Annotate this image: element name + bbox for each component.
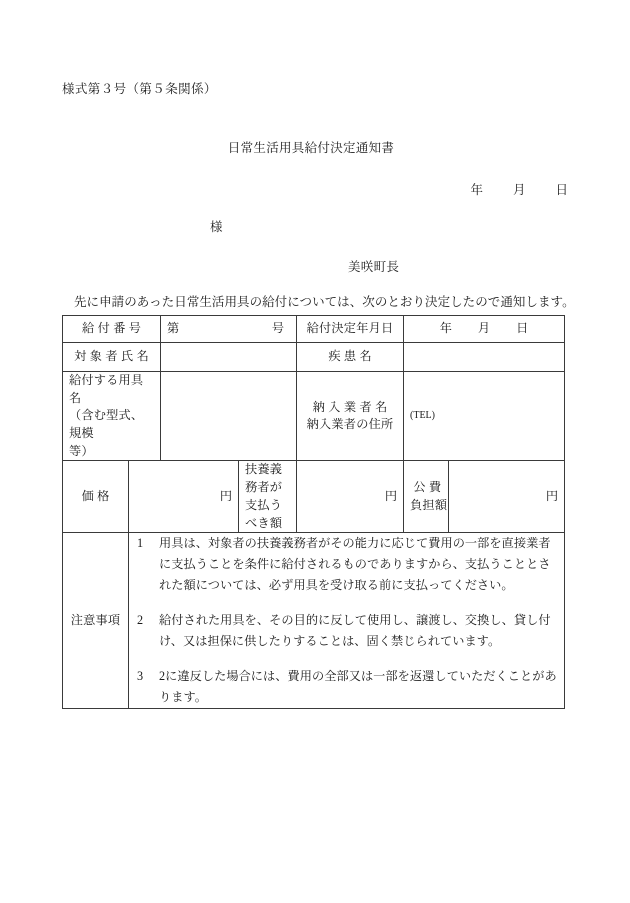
price-field[interactable] bbox=[129, 461, 239, 533]
decision-date-month-label: 月 bbox=[477, 321, 491, 336]
benefit-decision-table bbox=[62, 315, 565, 709]
issue-date-month-label: 月 bbox=[512, 183, 526, 197]
recipient-name-field[interactable] bbox=[161, 343, 297, 372]
price-unit: 円 bbox=[219, 488, 232, 503]
price-label: 価格 bbox=[63, 461, 129, 533]
note-number: 2 bbox=[137, 613, 144, 628]
equipment-name-field[interactable] bbox=[161, 372, 297, 461]
issue-date-year-label: 年 bbox=[470, 183, 483, 197]
equipment-name-label-line2: （含む型式、規模 bbox=[69, 408, 144, 441]
decision-date-field[interactable] bbox=[404, 316, 565, 343]
disease-name-label: 疾患名 bbox=[297, 343, 404, 372]
supporter-amount-label bbox=[239, 461, 297, 533]
public-amount-label bbox=[404, 461, 449, 533]
table-row bbox=[63, 316, 565, 343]
equipment-name-label-line1: 給付する用具名 bbox=[69, 373, 144, 405]
note-item bbox=[135, 666, 558, 708]
benefit-number-field[interactable] bbox=[161, 316, 297, 343]
issue-date-line bbox=[470, 180, 568, 198]
table-row bbox=[63, 343, 565, 372]
note-number: 3 bbox=[137, 669, 144, 684]
table-row bbox=[63, 372, 565, 461]
benefit-number-label: 給付番号 bbox=[63, 316, 161, 343]
supplier-label bbox=[297, 372, 404, 461]
recipient-name-label: 対象者氏名 bbox=[63, 343, 161, 372]
benefit-number-prefix: 第 bbox=[167, 321, 180, 336]
addressee-honorific: 様 bbox=[210, 220, 223, 234]
decision-date-label: 給付決定年月日 bbox=[297, 316, 404, 343]
table-row bbox=[63, 461, 565, 533]
table-row bbox=[63, 533, 565, 709]
note-text: 2に違反した場合には、費用の全部又は一部を返還していただくことがあります。 bbox=[159, 669, 557, 705]
disease-name-field[interactable] bbox=[404, 343, 565, 372]
note-text: 用具は、対象者の扶養義務者がその能力に応じて費用の一部を直接業者に支払うことを条件に給付されるものでありますから、支払うこととされた額については、必ず用具を受け取る前に支払ってください。 bbox=[159, 536, 551, 593]
benefit-number-suffix: 号 bbox=[271, 321, 284, 336]
public-amount-label-line1: 公費 bbox=[413, 480, 445, 495]
supplier-name-label: 納入業者名 bbox=[312, 399, 391, 414]
supplier-address-label: 納入業者の住所 bbox=[306, 417, 394, 432]
supporter-amount-field[interactable] bbox=[297, 461, 404, 533]
note-text: 給付された用具を、その目的に反して使用し、譲渡し、交換し、貸し付け、又は担保に供したりすることは、固く禁じられています。 bbox=[159, 613, 551, 649]
supporter-amount-label-line1: 扶養義務者が bbox=[245, 462, 283, 495]
public-amount-field[interactable] bbox=[449, 461, 565, 533]
notes-label: 注意事項 bbox=[63, 533, 129, 709]
supplier-tel-label: (TEL) bbox=[410, 409, 435, 421]
form-number: 様式第３号（第５条関係） bbox=[62, 82, 217, 96]
supporter-amount-unit: 円 bbox=[384, 488, 397, 503]
issuer-name: 美咲町長 bbox=[348, 260, 400, 274]
note-item bbox=[135, 610, 558, 652]
public-amount-label-line2: 負担額 bbox=[410, 497, 448, 512]
document-title: 日常生活用具給付決定通知書 bbox=[227, 141, 395, 155]
equipment-name-label-line3: 等） bbox=[69, 443, 94, 458]
note-item bbox=[135, 533, 558, 596]
decision-date-day-label: 日 bbox=[516, 321, 529, 336]
issue-date-day-label: 日 bbox=[555, 183, 568, 197]
lead-sentence: 先に申請のあった日常生活用具の給付については、次のとおり決定したので通知します。 bbox=[74, 295, 575, 309]
note-number: 1 bbox=[137, 536, 144, 551]
decision-date-year-label: 年 bbox=[439, 321, 452, 336]
notes-content bbox=[129, 533, 565, 709]
supplier-field[interactable] bbox=[404, 372, 565, 461]
supporter-amount-label-line2: 支払うべき額 bbox=[245, 497, 283, 530]
public-amount-unit: 円 bbox=[545, 488, 558, 503]
equipment-name-label bbox=[63, 372, 161, 461]
